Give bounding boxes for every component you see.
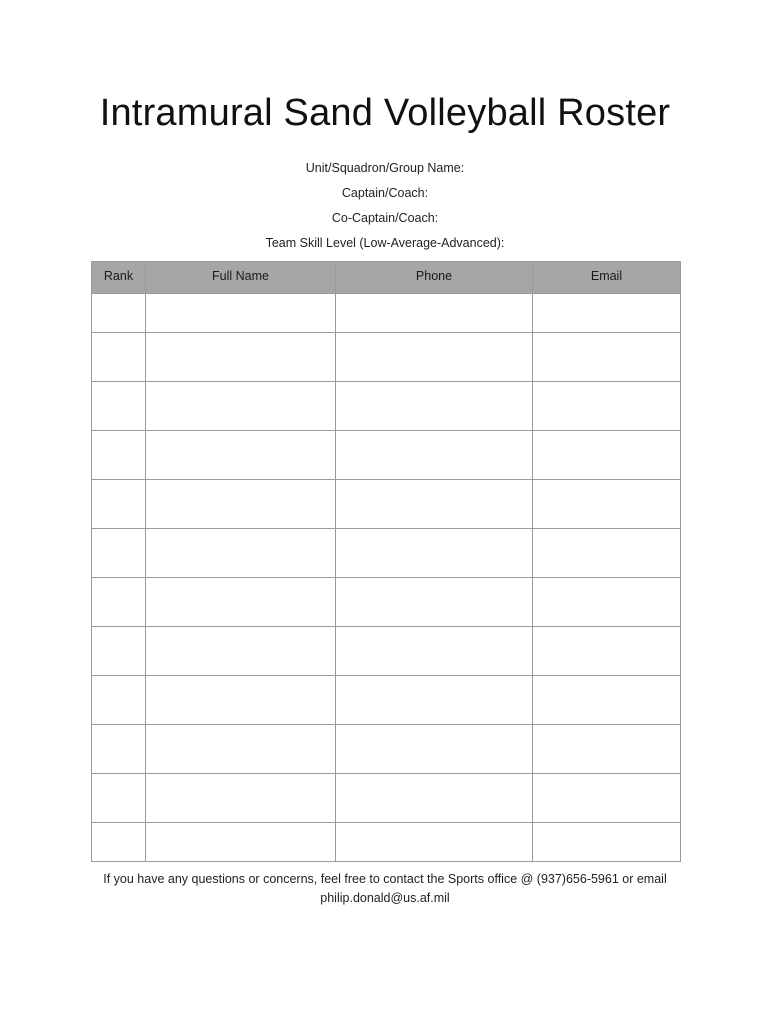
rank-cell[interactable] <box>92 431 146 480</box>
table-row <box>92 823 681 862</box>
team-info-fields <box>0 160 770 260</box>
phone-cell[interactable] <box>336 333 533 382</box>
rank-cell[interactable] <box>92 676 146 725</box>
contact-email: philip.donald@us.af.mil <box>320 891 450 905</box>
email-cell[interactable] <box>533 627 681 676</box>
email-cell[interactable] <box>533 774 681 823</box>
email-cell[interactable] <box>533 578 681 627</box>
table-row <box>92 725 681 774</box>
phone-cell[interactable] <box>336 676 533 725</box>
full-name-cell[interactable] <box>146 431 336 480</box>
full-name-cell[interactable] <box>146 823 336 862</box>
rank-cell[interactable] <box>92 627 146 676</box>
header-rank: Rank <box>92 262 146 294</box>
full-name-cell[interactable] <box>146 627 336 676</box>
table-row <box>92 676 681 725</box>
email-cell[interactable] <box>533 676 681 725</box>
phone-cell[interactable] <box>336 578 533 627</box>
page-title: Intramural Sand Volleyball Roster <box>99 92 671 134</box>
table-row <box>92 294 681 333</box>
table-row <box>92 578 681 627</box>
rank-cell[interactable] <box>92 529 146 578</box>
skill-level-label: Team Skill Level (Low-Average-Advanced): <box>265 236 505 250</box>
table-row <box>92 333 681 382</box>
phone-cell[interactable] <box>336 294 533 333</box>
rank-cell[interactable] <box>92 774 146 823</box>
full-name-cell[interactable] <box>146 333 336 382</box>
email-cell[interactable] <box>533 725 681 774</box>
table-header-row <box>92 262 681 294</box>
contact-text: If you have any questions or concerns, feel free to contact the Sports office @ (937)656-5961 or email <box>103 872 667 886</box>
table-row <box>92 529 681 578</box>
full-name-cell[interactable] <box>146 676 336 725</box>
email-cell[interactable] <box>533 529 681 578</box>
rank-cell[interactable] <box>92 294 146 333</box>
full-name-cell[interactable] <box>146 529 336 578</box>
rank-cell[interactable] <box>92 823 146 862</box>
phone-cell[interactable] <box>336 725 533 774</box>
email-cell[interactable] <box>533 823 681 862</box>
phone-cell[interactable] <box>336 823 533 862</box>
table-row <box>92 774 681 823</box>
header-phone: Phone <box>336 262 533 294</box>
full-name-cell[interactable] <box>146 480 336 529</box>
rank-cell[interactable] <box>92 333 146 382</box>
captain-label: Captain/Coach: <box>341 186 429 200</box>
co-captain-label: Co-Captain/Coach: <box>331 211 439 225</box>
table-row <box>92 382 681 431</box>
table-row <box>92 627 681 676</box>
email-cell[interactable] <box>533 294 681 333</box>
header-email: Email <box>533 262 681 294</box>
roster-table <box>91 261 681 862</box>
header-full-name: Full Name <box>146 262 336 294</box>
email-cell[interactable] <box>533 382 681 431</box>
phone-cell[interactable] <box>336 480 533 529</box>
rank-cell[interactable] <box>92 480 146 529</box>
full-name-cell[interactable] <box>146 382 336 431</box>
full-name-cell[interactable] <box>146 578 336 627</box>
full-name-cell[interactable] <box>146 725 336 774</box>
full-name-cell[interactable] <box>146 294 336 333</box>
email-cell[interactable] <box>533 431 681 480</box>
phone-cell[interactable] <box>336 382 533 431</box>
phone-cell[interactable] <box>336 431 533 480</box>
table-row <box>92 480 681 529</box>
email-cell[interactable] <box>533 333 681 382</box>
rank-cell[interactable] <box>92 382 146 431</box>
table-row <box>92 431 681 480</box>
full-name-cell[interactable] <box>146 774 336 823</box>
rank-cell[interactable] <box>92 578 146 627</box>
unit-name-label: Unit/Squadron/Group Name: <box>305 161 465 175</box>
phone-cell[interactable] <box>336 529 533 578</box>
email-cell[interactable] <box>533 480 681 529</box>
phone-cell[interactable] <box>336 627 533 676</box>
rank-cell[interactable] <box>92 725 146 774</box>
contact-footer <box>60 870 710 908</box>
phone-cell[interactable] <box>336 774 533 823</box>
